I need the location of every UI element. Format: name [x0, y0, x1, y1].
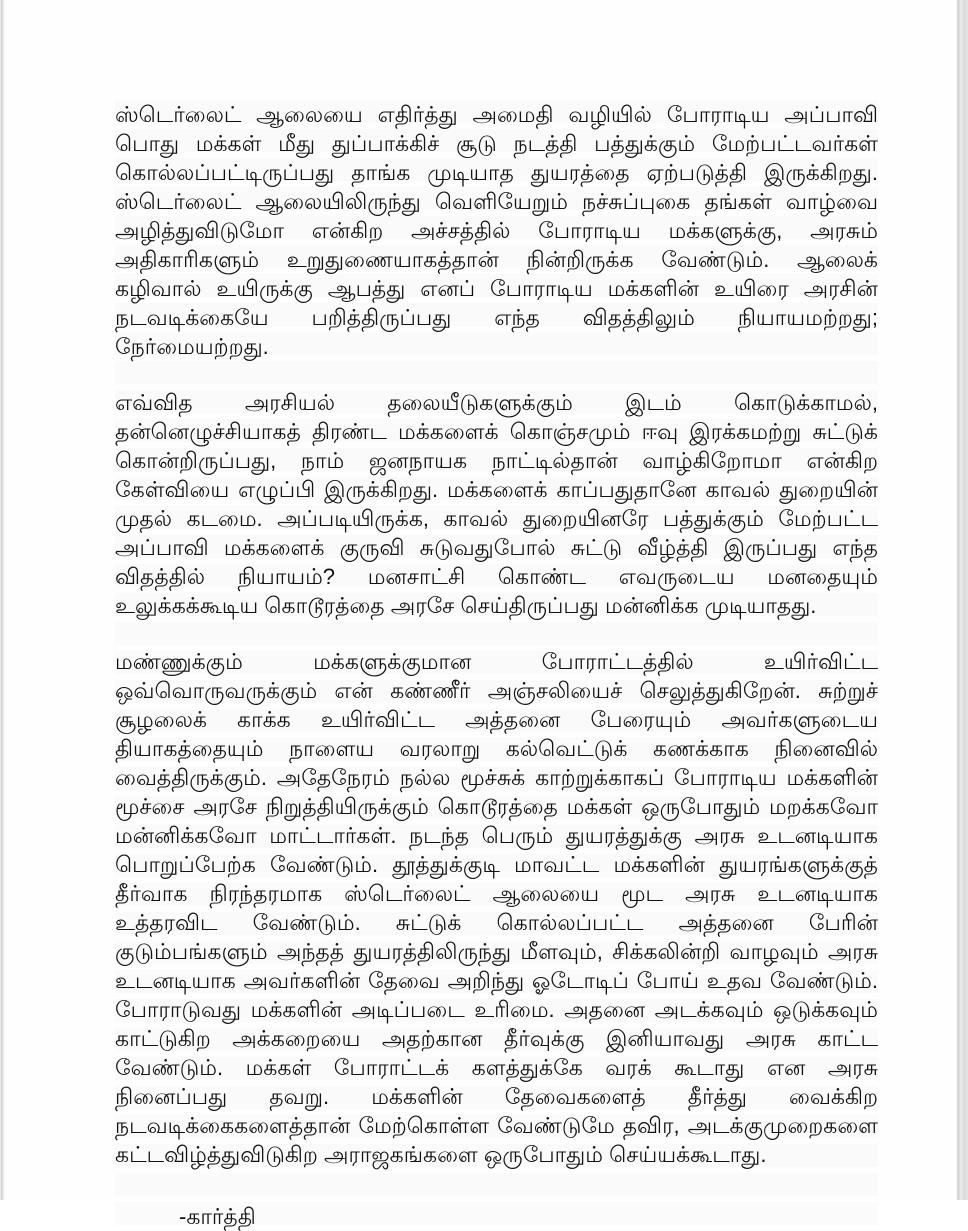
scan-edge-left-artifact — [0, 0, 5, 1200]
scan-edge-right-artifact — [956, 0, 968, 1200]
letter-body — [115, 100, 878, 1231]
paragraph-2: எவ்வித அரசியல் தலையீடுகளுக்கும் இடம் கொடுக்காமல், தன்னெழுச்சியாகத் திரண்ட மக்களைக் கொஞ்சமும் ஈவு இரக்கமற்று சுட்டுக் கொன்றிருப்பது, நாம் ஜனநாயக நாட்டில்தான் வாழ்கிறோமா என்கிற கேள்வியை எழுப்பி இருக்கிறது. மக்களைக் காப்பதுதானே காவல் துறையின் முதல் கடமை. அப்படியிருக்க, காவல் துறையினரே பத்துக்கும் மேற்பட்ட அப்பாவி மக்களைக் குருவி சுடுவதுபோல் சுட்டு வீழ்த்தி இருப்பது எந்த விதத்தில் நியாயம்? மனசாட்சி கொண்ட எவருடைய மனதையும் உலுக்கக்கூடிய கொடூரத்தை அரசே செய்திருப்பது மன்னிக்க முடியாதது. — [115, 390, 878, 618]
signature: -கார்த்தி — [179, 1204, 256, 1229]
paragraph-1: ஸ்டெர்லைட் ஆலையை எதிர்த்து அமைதி வழியில் போராடிய அப்பாவி பொது மக்கள் மீது துப்பாக்கிச் சூடு நடத்தி பத்துக்கும் மேற்பட்டவர்கள் கொல்லப்பட்டிருப்பது தாங்க முடியாத துயரத்தை ஏற்படுத்தி இருக்கிறது. ஸ்டெர்லைட் ஆலையிலிருந்து வெளியேறும் நச்சுப்புகை தங்கள் வாழ்வை அழித்துவிடுமோ என்கிற அச்சத்தில் போராடிய மக்களுக்கு, அரசும் அதிகாரிகளும் உறுதுணையாகத்தான் நின்றிருக்க வேண்டும். ஆலைக் கழிவால் உயிருக்கு ஆபத்து எனப் போராடிய மக்களின் உயிரை அரசின் நடவடிக்கையே பறித்திருப்பது எந்த விதத்திலும் நியாயமற்றது; நேர்மையற்றது. — [115, 102, 878, 359]
paragraph-3: மண்ணுக்கும் மக்களுக்குமான போராட்டத்தில் உயிர்விட்ட ஒவ்வொருவருக்கும் என் கண்ணீர் அஞ்சலியைச் செலுத்துகிறேன். சுற்றுச் சூழலைக் காக்க உயிர்விட்ட அத்தனை பேரையும் அவர்களுடைய தியாகத்தையும் நாளைய வரலாறு கல்வெட்டுக் கணக்காக நினைவில் வைத்திருக்கும். அதேநேரம் நல்ல மூச்சுக் காற்றுக்காகப் போராடிய மக்களின் மூச்சை அரசே நிறுத்தியிருக்கும் கொடூரத்தை மக்கள் ஒருபோதும் மறக்கவோ மன்னிக்கவோ மாட்டார்கள். நடந்த பெரும் துயரத்துக்கு அரசு உடனடியாக பொறுப்பேற்க வேண்டும். தூத்துக்குடி மாவட்ட மக்களின் துயரங்களுக்குத் தீர்வாக நிரந்தரமாக ஸ்டெர்லைட் ஆலையை மூட அரசு உடனடியாக உத்தரவிட வேண்டும். சுட்டுக் கொல்லப்பட்ட அத்தனை பேரின் குடும்பங்களும் அந்தத் துயரத்திலிருந்து மீளவும், சிக்கலின்றி வாழவும் அரசு உடனடியாக அவர்களின் தேவை அறிந்து ஓடோடிப் போய் உதவ வேண்டும். போராடுவது மக்களின் அடிப்படை உரிமை. அதனை அடக்கவும் ஒடுக்கவும் காட்டுகிற அக்கறையை அதற்கான தீர்வுக்கு இனியாவது அரசு காட்ட வேண்டும். மக்கள் போராட்டக் களத்துக்கே வரக் கூடாது என அரசு நினைப்பது தவறு. மக்களின் தேவைகளைத் தீர்த்து வைக்கிற நடவடிக்கைகளைத்தான் மேற்கொள்ள வேண்டுமே தவிர, அடக்குமுறைகளை கட்டவிழ்த்துவிடுகிற அராஜகங்களை ஒருபோதும் செய்யக்கூடாது. — [115, 649, 878, 1167]
